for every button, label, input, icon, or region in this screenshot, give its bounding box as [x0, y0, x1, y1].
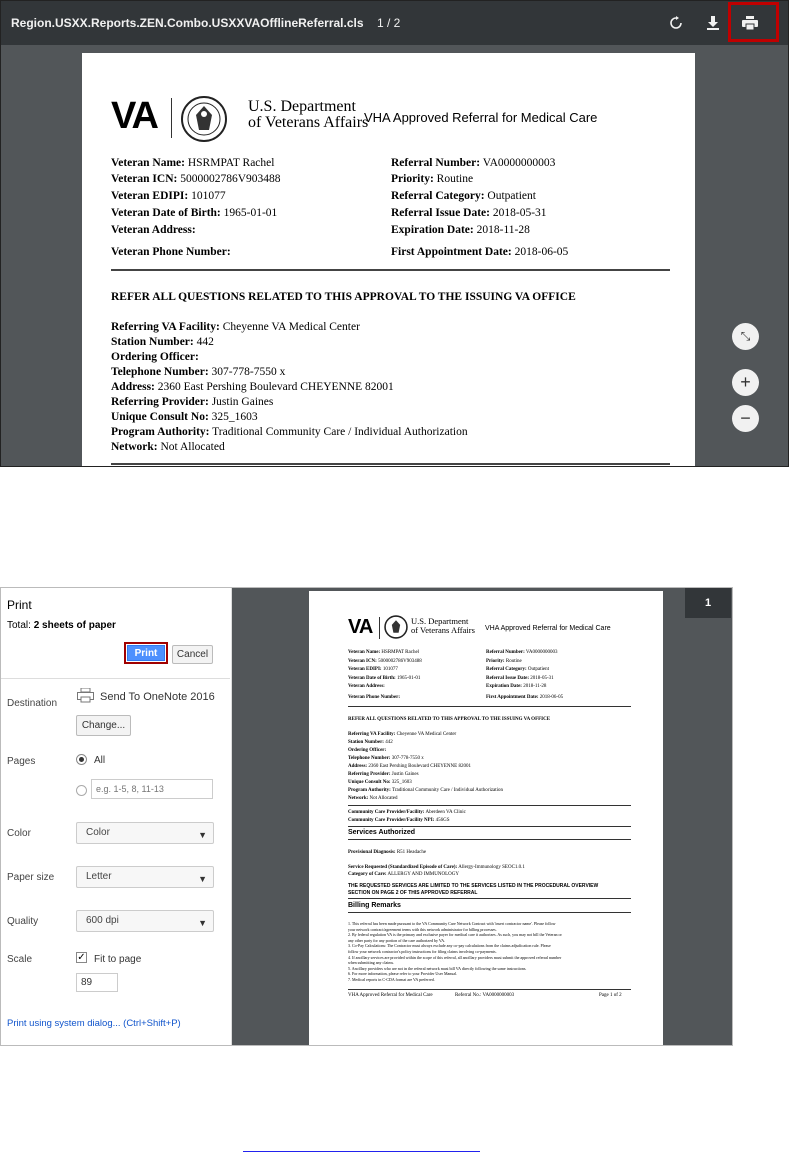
field-label: Ordering Officer:: [348, 748, 387, 753]
network-row: [111, 441, 225, 453]
field-label: Network:: [348, 796, 369, 801]
va-seal-icon: [181, 96, 227, 147]
preview-billing-list: [348, 921, 562, 983]
destination-label: Destination: [7, 698, 58, 709]
preview-service-requested: [348, 865, 525, 871]
field-value: 5000002786V903488: [378, 659, 422, 664]
field-label: Station Number:: [111, 336, 194, 348]
program-authority-row: [111, 426, 468, 438]
section-divider: [111, 463, 670, 465]
preview-divider: [348, 826, 631, 827]
preview-divider: [348, 898, 631, 899]
billing-line: 6. For more information, please refer to your Provider User Manual.: [348, 971, 458, 977]
field-value: 2018-11-28: [523, 684, 547, 689]
field-value: Outpatient: [527, 667, 550, 672]
pages-all-radio[interactable]: [76, 754, 87, 765]
preview-page-thumb-number[interactable]: 1: [685, 588, 731, 618]
zoom-in-icon[interactable]: +: [732, 369, 759, 396]
preview-footer-left: VHA Approved Referral for Medical Care: [348, 993, 433, 998]
referring-facility-row: [111, 321, 360, 333]
field-label: Referral Number:: [486, 650, 525, 655]
field-value: HSRMPAT Rachel: [381, 650, 420, 655]
paper-size-select[interactable]: [76, 866, 214, 888]
total-label: Total:: [7, 620, 34, 631]
field-value: Justin Gaines: [391, 772, 419, 777]
approval-notice: REFER ALL QUESTIONS RELATED TO THIS APPROVAL TO THE ISSUING VA OFFICE: [111, 291, 576, 303]
destination-value: Send To OneNote 2016: [100, 691, 215, 703]
ordering-officer-row: [111, 351, 199, 363]
field-label: First Appointment Date:: [486, 695, 539, 700]
quality-select[interactable]: [76, 910, 214, 932]
field-value: 5000002786V903488: [180, 173, 281, 185]
field-label: Network:: [111, 441, 158, 453]
billing-line: your network contract/agreement terms with this network administrator for billing processes.: [348, 926, 497, 932]
preview-va-logo: VA: [348, 616, 373, 638]
cancel-button[interactable]: Cancel: [172, 645, 213, 664]
document-page: [82, 53, 695, 467]
preview-department-line-2: of Veterans Affairs: [411, 625, 475, 635]
preview-field: [348, 650, 419, 656]
preview-field: [348, 764, 471, 770]
field-label: Referring VA Facility:: [348, 732, 396, 737]
field-value: Routine: [505, 659, 522, 664]
viewer-toolbar: [1, 1, 788, 45]
preview-field: [486, 667, 549, 673]
billing-line: 1. This referral has been made pursuant to the VA Community Care Network Contract with 'insert contractor name'. Please follow: [348, 921, 556, 926]
field-label: Category of Care:: [348, 872, 387, 877]
field-label: Veteran ICN:: [348, 659, 377, 664]
dropdown-arrow-icon: ▼: [198, 918, 207, 928]
pages-label: Pages: [7, 756, 36, 767]
preview-footer-divider: [348, 989, 631, 990]
paper-size-value: Letter: [86, 871, 112, 882]
field-label: Ordering Officer:: [111, 351, 199, 363]
quality-label: Quality: [7, 916, 39, 927]
field-value: 442: [385, 740, 393, 745]
referring-provider-row: [111, 396, 273, 408]
preview-field: [486, 659, 522, 665]
preview-field: [348, 676, 420, 682]
billing-line: 7. Medical reports in C-CDA format are VA preferred.: [348, 976, 435, 982]
print-preview-panel: [232, 588, 732, 1045]
field-label: Veteran Phone Number:: [111, 246, 231, 258]
preview-field: [348, 667, 398, 673]
field-value: Not Allocated: [160, 441, 225, 453]
preview-divider: [348, 805, 631, 806]
field-value: Routine: [436, 173, 474, 185]
field-value: Traditional Community Care / Individual Authorization: [392, 788, 504, 793]
preview-field: [348, 756, 424, 762]
rotate-icon[interactable]: [665, 12, 687, 34]
field-label: Referral Number:: [391, 157, 481, 169]
field-value: VA0000000003: [482, 157, 556, 169]
veteran-edipi-row: [111, 190, 226, 202]
field-value: HSRMPAT Rachel: [187, 157, 275, 169]
fit-page-icon[interactable]: ⤡: [732, 323, 759, 350]
field-label: Service Requested (Standardized Episode of Care):: [348, 865, 458, 870]
field-value: Cheyenne VA Medical Center: [396, 732, 457, 737]
veteran-icn-row: [111, 173, 281, 185]
color-value: Color: [86, 827, 110, 838]
field-value: 1965-01-01: [223, 207, 278, 219]
preview-header-title: VHA Approved Referral for Medical Care: [485, 625, 611, 632]
pages-custom-radio[interactable]: [76, 785, 87, 796]
field-label: Address:: [348, 764, 368, 769]
preview-divider: [348, 839, 631, 840]
veteran-name-row: [111, 157, 274, 169]
fit-to-page-label: Fit to page: [94, 954, 142, 965]
va-logo: VA: [111, 95, 157, 137]
preview-department-name: [411, 617, 475, 635]
preview-field: [348, 788, 503, 794]
print-settings-panel: [1, 588, 232, 1045]
sheet-total: [7, 620, 116, 631]
field-label: Veteran Address:: [111, 224, 196, 236]
total-value: 2 sheets of paper: [33, 620, 116, 631]
billing-line: 5. Ancillary providers who are not in the referral network must bill VA directly following the same instructions.: [348, 965, 527, 971]
preview-approval-notice: REFER ALL QUESTIONS RELATED TO THIS APPROVAL TO THE ISSUING VA OFFICE: [348, 717, 551, 722]
field-label: Program Authority:: [111, 426, 210, 438]
field-label: Referring Provider:: [348, 772, 391, 777]
zoom-out-icon[interactable]: −: [732, 405, 759, 432]
billing-line: when submitting any claims.: [348, 960, 394, 966]
preview-field: [348, 740, 393, 746]
field-label: Unique Consult No:: [111, 411, 209, 423]
field-value: 456GS: [435, 818, 450, 823]
field-label: Referring Provider:: [111, 396, 209, 408]
preview-department-line-1: U.S. Department: [411, 616, 469, 626]
field-value: Cheyenne VA Medical Center: [222, 321, 360, 333]
preview-field: [348, 780, 412, 786]
field-value: 2360 East Pershing Boulevard CHEYENNE 82001: [157, 381, 394, 393]
field-label: Veteran Name:: [348, 650, 381, 655]
field-value: 325_1603: [211, 411, 258, 423]
field-label: Expiration Date:: [391, 224, 474, 236]
dialog-title: Print: [7, 598, 32, 612]
pages-all-label: All: [94, 755, 106, 766]
preview-provisional-dx: [348, 850, 426, 856]
preview-field: [348, 695, 400, 701]
pages-range-input[interactable]: [91, 779, 213, 799]
field-label: Unique Consult No:: [348, 780, 391, 785]
field-value: 307-778-7550 x: [391, 756, 424, 761]
preview-services-authorized-heading: Services Authorized: [348, 829, 416, 836]
field-value: 1965-01-01: [396, 676, 421, 681]
field-label: Priority:: [391, 173, 434, 185]
preview-field: [348, 659, 422, 665]
field-label: Telephone Number:: [111, 366, 209, 378]
veteran-address-row: [111, 224, 196, 236]
field-label: Referral Category:: [486, 667, 527, 672]
preview-logo-divider: [379, 617, 380, 639]
preview-field: [486, 676, 554, 682]
field-value: ALLERGY AND IMMUNOLOGY: [387, 872, 459, 877]
field-label: Referral Issue Date:: [486, 676, 530, 681]
station-number-row: [111, 336, 214, 348]
field-value: R51 Headache: [396, 850, 427, 855]
referral-number-row: [391, 157, 555, 169]
field-label: Community Care Provider/Facility:: [348, 810, 425, 815]
preview-field: [348, 796, 397, 802]
preview-va-seal-icon: [384, 615, 408, 644]
field-label: Referring VA Facility:: [111, 321, 220, 333]
field-label: Provisional Diagnosis:: [348, 850, 396, 855]
field-value: Aberdeen VA Clinic: [425, 810, 466, 815]
field-label: Station Number:: [348, 740, 384, 745]
department-name: [248, 99, 368, 131]
field-value: Justin Gaines: [211, 396, 274, 408]
billing-line: 2. By federal regulation VA is the primary and exclusive payer for medical care it authorizes. As such, you may not bill the Veteran or: [348, 932, 562, 938]
print-dialog: [0, 587, 733, 1046]
field-label: Priority:: [486, 659, 505, 664]
field-value: Traditional Community Care / Individual Authorization: [212, 426, 468, 438]
billing-line: any other party for any portion of the care authorized by VA.: [348, 937, 446, 943]
field-label: Address:: [111, 381, 155, 393]
billing-line: 3. Co-Pay Calculations: The Contractor must always exclude any co-pay calculations from the claims adjudication rule. Please: [348, 943, 551, 949]
field-value: 2018-05-31: [492, 207, 547, 219]
field-label: Veteran Name:: [111, 157, 185, 169]
department-line-2: of Veterans Affairs: [248, 114, 369, 131]
field-label: Veteran Phone Number:: [348, 695, 401, 700]
preview-community-provider: [348, 810, 466, 816]
consult-number-row: [111, 411, 258, 423]
preview-community-npi: [348, 818, 449, 824]
preview-field: [486, 650, 557, 656]
field-label: Program Authority:: [348, 788, 391, 793]
color-select[interactable]: [76, 822, 214, 844]
preview-divider: [348, 912, 631, 913]
change-destination-button[interactable]: Change...: [76, 715, 131, 736]
section-divider: [111, 269, 670, 271]
first-appointment-row: [391, 246, 568, 258]
print-button[interactable]: Print: [127, 645, 165, 661]
system-dialog-link[interactable]: Print using system dialog... (Ctrl+Shift+P): [7, 1018, 181, 1029]
document-title: Region.USXX.Reports.ZEN.Combo.USXXVAOfflineReferral.cls: [11, 16, 364, 30]
scale-input[interactable]: 89: [76, 973, 118, 992]
field-value: 325_1603: [391, 780, 412, 785]
field-value: Not Allocated: [369, 796, 398, 801]
billing-line: 4. If ancillary services are provided within the scope of this referral, all ancillary providers must submit the approved referral number: [348, 954, 562, 960]
field-label: Veteran EDIPI:: [348, 667, 382, 672]
color-label: Color: [7, 828, 31, 839]
field-value: 101077: [191, 190, 226, 202]
document-header-title: VHA Approved Referral for Medical Care: [364, 110, 598, 125]
preview-field: [348, 684, 385, 690]
preview-limited-notice-1: THE REQUESTED SERVICES ARE LIMITED TO THE SERVICES LISTED IN THE PROCEDURAL OVERVIEW: [348, 883, 599, 889]
expiration-date-row: [391, 224, 530, 236]
billing-line: follow your network contractor's policy instructions for filing claims involving co-payments.: [348, 948, 497, 954]
preview-field: [486, 695, 563, 701]
field-label: Veteran Date of Birth:: [348, 676, 396, 681]
field-label: Veteran Address:: [348, 684, 385, 689]
field-value: 307-778-7550 x: [211, 366, 286, 378]
veteran-dob-row: [111, 207, 277, 219]
field-value: 2018-06-05: [514, 246, 569, 258]
field-label: Referral Issue Date:: [391, 207, 490, 219]
field-value: 442: [196, 336, 214, 348]
field-value: VA0000000003: [525, 650, 558, 655]
logo-divider: [171, 98, 172, 138]
printer-icon: [77, 688, 94, 708]
field-value: 2018-06-05: [539, 695, 564, 700]
field-label: Veteran EDIPI:: [111, 190, 189, 202]
dropdown-arrow-icon: ▼: [198, 830, 207, 840]
preview-field: [348, 748, 386, 754]
field-label: Veteran Date of Birth:: [111, 207, 221, 219]
department-line-1: U.S. Department: [248, 98, 356, 115]
paper-size-label: Paper size: [7, 872, 55, 883]
field-label: Referral Category:: [391, 190, 485, 202]
fit-to-page-checkbox[interactable]: ✓: [77, 952, 86, 963]
print-button-highlight: [728, 2, 779, 42]
preview-limited-notice-2: SECTION ON PAGE 2 OF THIS APPROVED REFERRAL: [348, 890, 478, 896]
field-label: First Appointment Date:: [391, 246, 512, 258]
field-value: 2360 East Pershing Boulevard CHEYENNE 82001: [368, 764, 471, 769]
field-value: 2018-11-28: [476, 224, 530, 236]
preview-field: [486, 684, 546, 690]
field-value: Outpatient: [487, 190, 536, 202]
page-indicator: 1 / 2: [377, 16, 401, 30]
scale-label: Scale: [7, 954, 33, 965]
preview-field: [348, 772, 419, 778]
preview-footer-right: Page 1 of 2: [599, 993, 622, 998]
issue-date-row: [391, 207, 547, 219]
priority-row: [391, 173, 473, 185]
field-value: Allergy-Immunology SEOC1.0.1: [458, 865, 525, 870]
dropdown-arrow-icon: ▼: [198, 874, 207, 884]
preview-divider: [348, 706, 631, 707]
preview-field: [348, 732, 456, 738]
divider: [1, 678, 230, 679]
field-label: Telephone Number:: [348, 756, 391, 761]
referral-category-row: [391, 190, 536, 202]
veteran-phone-row: [111, 246, 231, 258]
telephone-row: [111, 366, 285, 378]
address-row: [111, 381, 394, 393]
quality-value: 600 dpi: [86, 915, 119, 926]
field-value: 2018-05-31: [530, 676, 554, 681]
preview-footer-mid: Referral No.: VA0000000003: [455, 993, 515, 998]
preview-billing-remarks-heading: Billing Remarks: [348, 902, 401, 909]
field-label: Veteran ICN:: [111, 173, 178, 185]
pdf-viewer: [0, 0, 789, 467]
preview-page: [309, 591, 663, 1045]
field-label: Community Care Provider/Facility NPI:: [348, 818, 435, 823]
field-label: Expiration Date:: [486, 684, 522, 689]
preview-category-of-care: [348, 872, 459, 878]
field-value: 101077: [382, 667, 398, 672]
download-icon[interactable]: [702, 12, 724, 34]
